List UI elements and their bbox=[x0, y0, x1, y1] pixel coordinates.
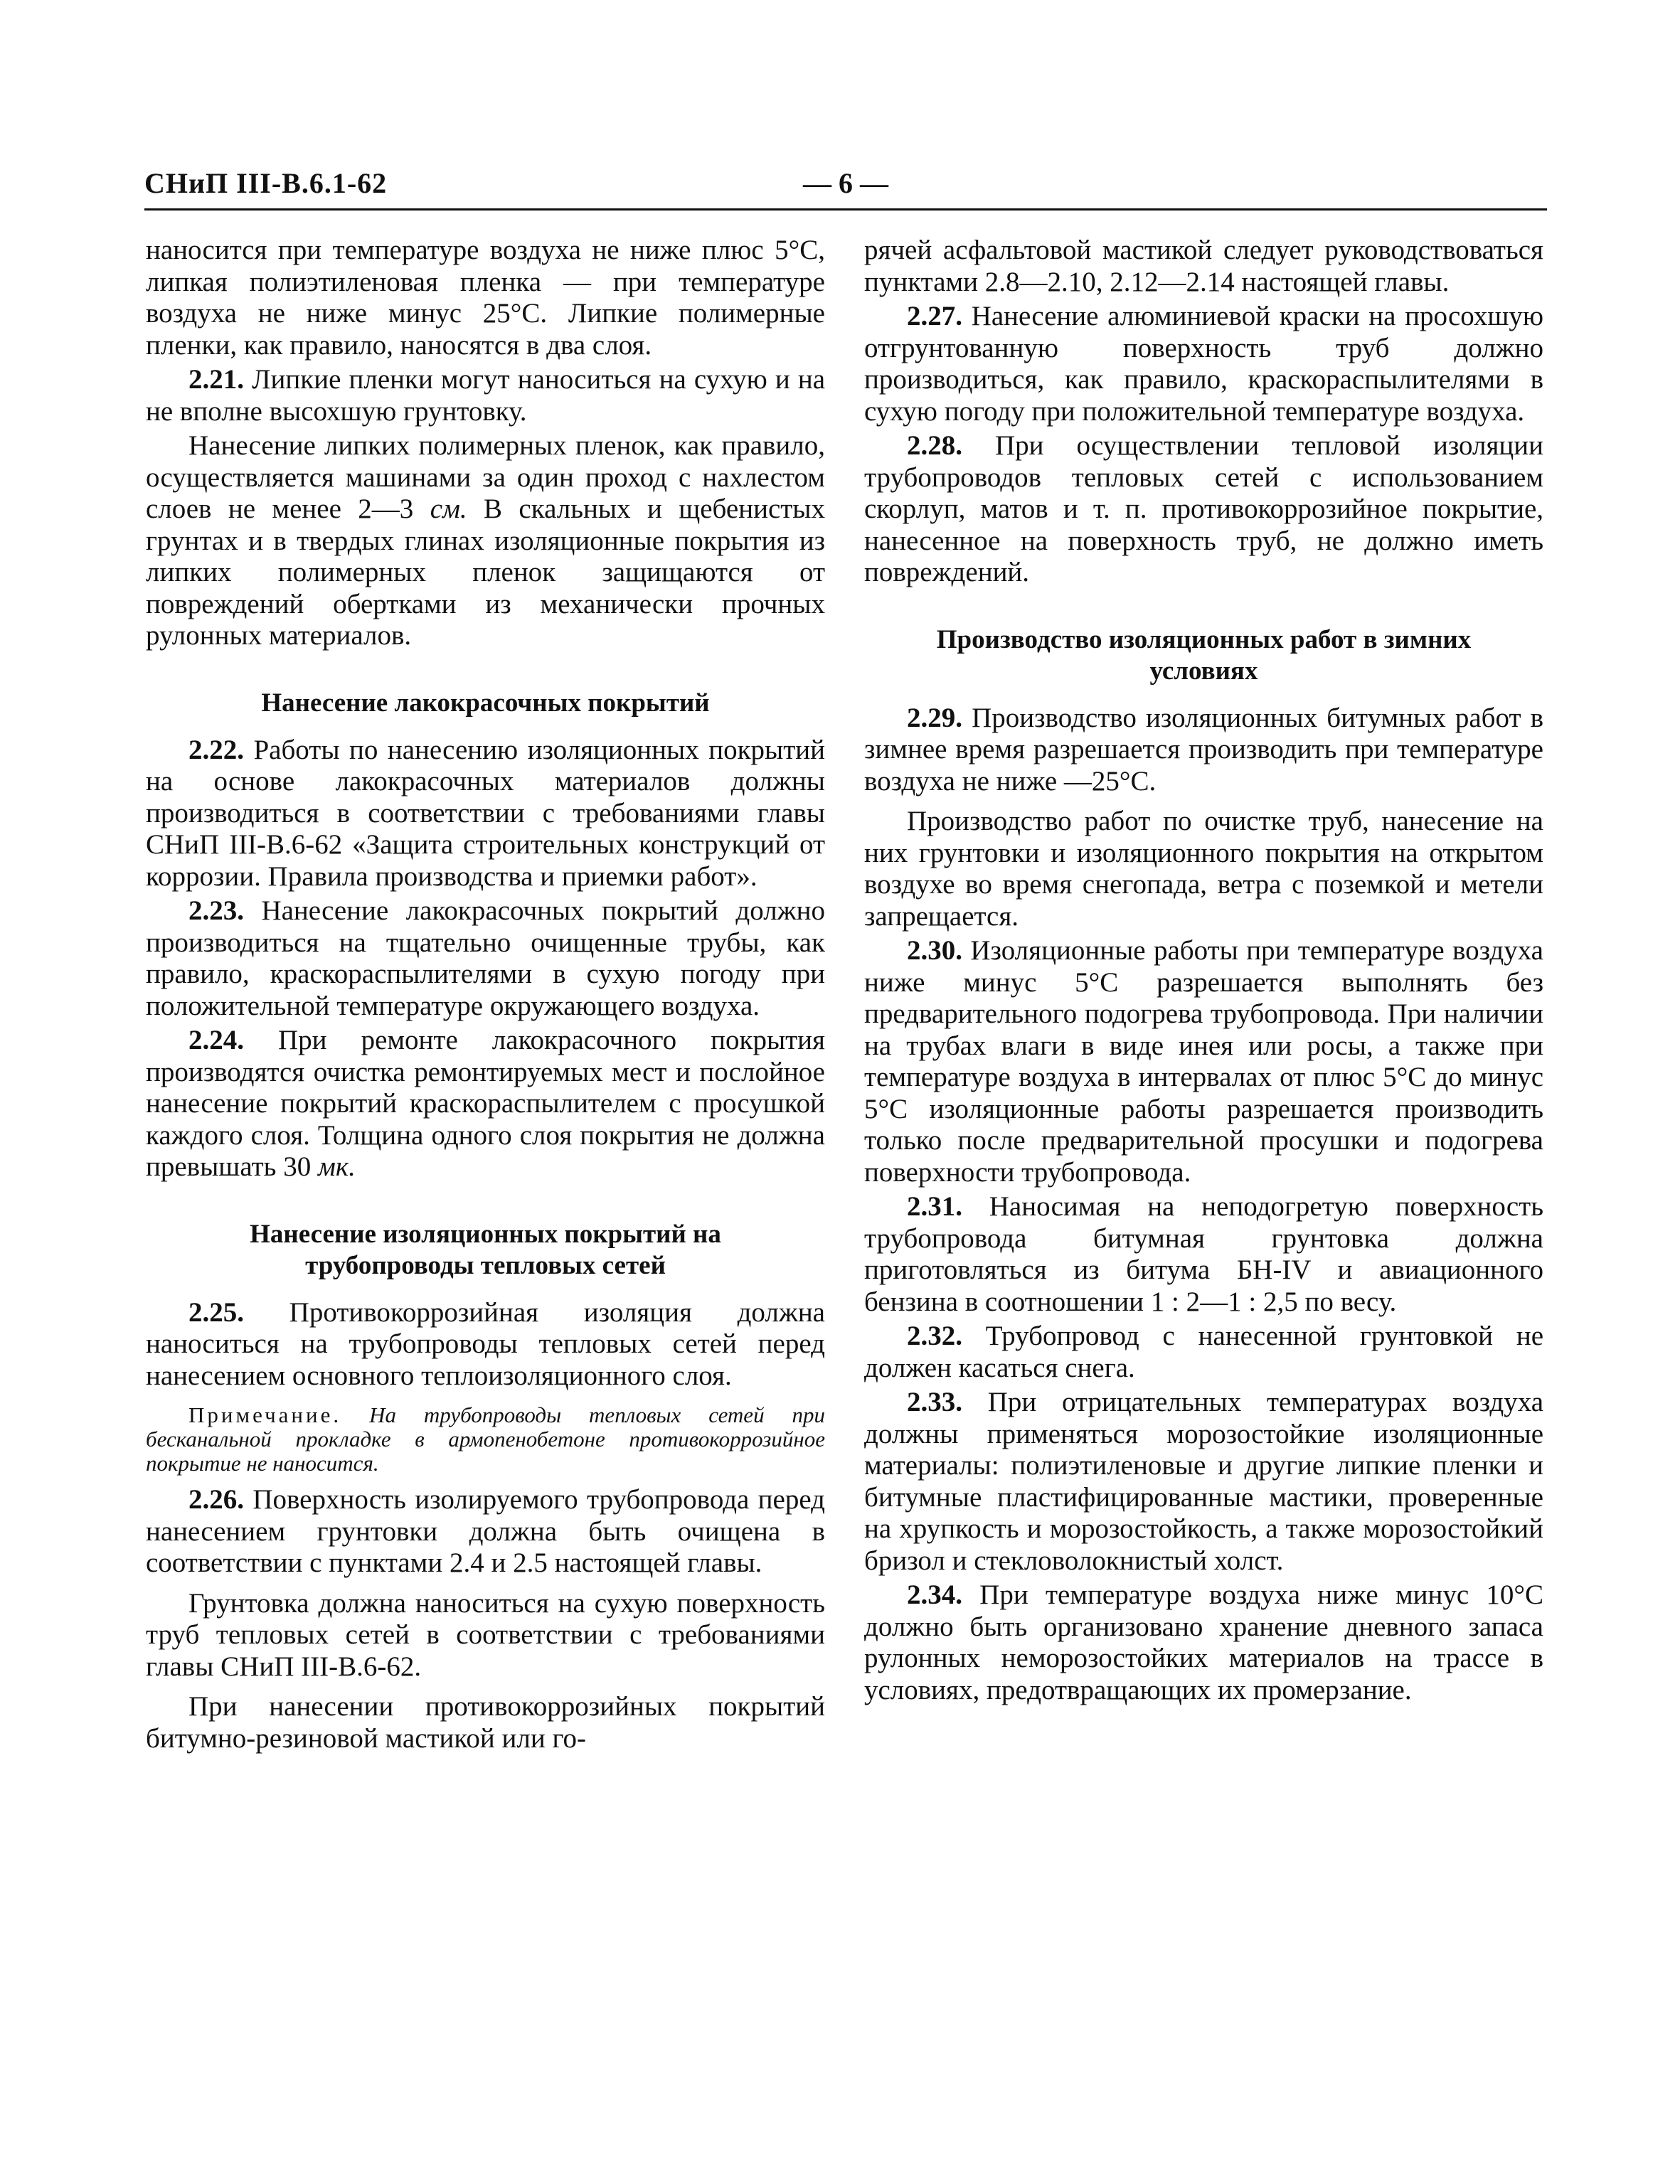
clause-text: Изоляционные работы при температуре воздуха ниже минус 5°С разрешается выполнять без предварительного подогрева трубопровода. При наличии на трубах влаги в виде инея или росы, а также при температуре воздуха в интервалах от плюс 5°С до минус 5°С изоляционные работы разрешается производить только после предварительной просушки и подогрева поверхности трубопровода. bbox=[864, 935, 1543, 1188]
clause-2-21 bbox=[146, 364, 825, 427]
paragraph: При нанесении противокоррозийных покрытий битумно-резиновой мастикой или го- bbox=[146, 1691, 825, 1754]
clause-2-29 bbox=[864, 703, 1543, 798]
unit-text: см. bbox=[430, 494, 467, 524]
clause-2-31 bbox=[864, 1191, 1543, 1318]
section-heading: Нанесение изоляционных покрытий на трубопроводы тепловых сетей bbox=[250, 1219, 721, 1280]
paragraph-text: В скальных и щебенистых грунтах и в твердых глинах изоляционные покрытия из липких полимерных пленок защищаются от повреждений обертками из механически прочных рулонных материалов. bbox=[146, 494, 825, 651]
clause-2-32 bbox=[864, 1321, 1543, 1384]
unit-text: мк. bbox=[317, 1151, 356, 1182]
clause-2-30 bbox=[864, 935, 1543, 1188]
clause-text: Нанесение алюминиевой краски на просохшую отгрунтованную поверхность труб должно производиться, как правило, краскораспылителями в сухую погоду при положительной температуре воздуха. bbox=[864, 301, 1543, 427]
clause-text: Липкие пленки могут наноситься на сухую и на не вполне высохшую грунтовку. bbox=[146, 364, 826, 427]
clause-2-27 bbox=[864, 301, 1543, 427]
clause-number: 2.34. bbox=[907, 1580, 962, 1610]
clause-text: При ремонте лакокрасочного покрытия производятся очистка ремонтируемых мест и послойное нанесение покрытий краскораспылителем с просушкой каждого слоя. Толщина одного слоя покрытия не должна превышать 30 bbox=[146, 1025, 825, 1182]
paragraph: рячей асфальтовой мастикой следует руководствоваться пунктами 2.8—2.10, 2.12—2.14 настоящей главы. bbox=[864, 235, 1543, 297]
header-rule bbox=[144, 208, 1547, 211]
note bbox=[146, 1403, 825, 1476]
left-column bbox=[146, 235, 825, 1754]
section-heading: Производство изоляционных работ в зимних условиях bbox=[936, 624, 1472, 686]
clause-2-25 bbox=[146, 1297, 825, 1392]
clause-2-23 bbox=[146, 895, 825, 1022]
clause-number: 2.23. bbox=[188, 895, 244, 926]
clause-2-34 bbox=[864, 1580, 1543, 1706]
document-code: СНиП III-В.6.1-62 bbox=[144, 167, 388, 199]
paragraph: Грунтовка должна наноситься на сухую поверхность труб тепловых сетей в соответствии с требованиями главы СНиП III-В.6-62. bbox=[146, 1587, 825, 1682]
clause-text: При отрицательных температурах воздуха должны применяться морозостойкие изоляционные материалы: полиэтиленовые и другие липкие пленки и битумные пластифицированные мастики, проверенные на хрупкость и морозостойкость, а также морозостойкий бризол и стекловолокнистый холст. bbox=[864, 1387, 1544, 1576]
clause-text: Нанесение лакокрасочных покрытий должно производиться на тщательно очищенные трубы, как правило, краскораспылителями в сухую погоду при положительной температуре окружающего воздуха. bbox=[146, 895, 825, 1021]
clause-text: При осуществлении тепловой изоляции трубопроводов тепловых сетей с использованием скорлуп, матов и т. п. противокоррозийное покрытие, нанесенное на поверхность труб, не должно иметь повреждений. bbox=[864, 430, 1543, 587]
clause-number: 2.28. bbox=[907, 430, 962, 461]
clause-2-28 bbox=[864, 430, 1543, 589]
right-column bbox=[864, 235, 1543, 1706]
paragraph: Производство работ по очистке труб, нанесение на них грунтовки и изоляционного покрытия на открытом воздухе во время снегопада, ветра с поземкой и метели запрещается. bbox=[864, 806, 1543, 932]
clause-number: 2.25. bbox=[188, 1296, 244, 1328]
clause-2-33 bbox=[864, 1387, 1543, 1577]
clause-text: Противокоррозийная изоляция должна наноситься на трубопроводы тепловых сетей перед нанесением основного теплоизоляционного слоя. bbox=[146, 1296, 825, 1391]
clause-number: 2.33. bbox=[907, 1387, 962, 1417]
clause-text: Наносимая на неподогретую поверхность трубопровода битумная грунтовка должна приготовляться из битума БН-IV и авиационного бензина в соотношении 1 : 2—1 : 2,5 по весу. bbox=[864, 1191, 1543, 1317]
note-text: На трубопроводы тепловых сетей при бесканальной прокладке в армопенобетоне противокоррозийное покрытие не наносится. bbox=[146, 1402, 825, 1476]
clause-number: 2.30. bbox=[907, 935, 962, 966]
clause-number: 2.32. bbox=[907, 1321, 962, 1351]
paragraph bbox=[146, 430, 825, 652]
paragraph-text: Нанесение липких полимерных пленок, как правило, осуществляется машинами за один проход с нахлестом слоев не менее 2—3 bbox=[146, 430, 825, 524]
clause-text: При температуре воздуха ниже минус 10°С должно быть организовано хранение дневного запаса рулонных неморозостойких материалов на трассе в условиях, предотвращающих их промерзание. bbox=[864, 1580, 1544, 1705]
clause-number: 2.21. bbox=[188, 364, 244, 395]
clause-2-22 bbox=[146, 735, 825, 893]
clause-number: 2.31. bbox=[907, 1191, 962, 1222]
clause-text: Поверхность изолируемого трубопровода перед нанесением грунтовки должна быть очищена в соответствии с пунктами 2.4 и 2.5 настоящей главы. bbox=[146, 1484, 825, 1578]
clause-number: 2.27. bbox=[907, 301, 962, 331]
clause-text: Производство изоляционных битумных работ в зимнее время разрешается производить при температуре воздуха не ниже —25°С. bbox=[864, 702, 1544, 797]
clause-2-26 bbox=[146, 1484, 825, 1580]
section-heading: Нанесение лакокрасочных покрытий bbox=[261, 688, 710, 718]
clause-text: Работы по нанесению изоляционных покрытий на основе лакокрасочных материалов должны производиться в соответствии с требованиями главы СНиП III-В.6-62 «Защита строительных конструкций от коррозии. Правила производства и приемки работ». bbox=[146, 734, 826, 892]
clause-2-24 bbox=[146, 1025, 825, 1183]
note-label: Примечание. bbox=[188, 1402, 342, 1427]
clause-number: 2.29. bbox=[907, 702, 962, 733]
clause-number: 2.24. bbox=[188, 1025, 244, 1055]
paragraph: наносится при температуре воздуха не ниже плюс 5°С, липкая полиэтиленовая пленка — при температуре воздуха не ниже минус 25°С. Липкие полимерные пленки, как правило, наносятся в два слоя. bbox=[146, 235, 825, 361]
clause-number: 2.22. bbox=[188, 734, 244, 765]
clause-number: 2.26. bbox=[188, 1484, 244, 1515]
clause-text: Трубопровод с нанесенной грунтовкой не должен касаться снега. bbox=[864, 1321, 1544, 1383]
page-number: — 6 — bbox=[803, 167, 888, 199]
